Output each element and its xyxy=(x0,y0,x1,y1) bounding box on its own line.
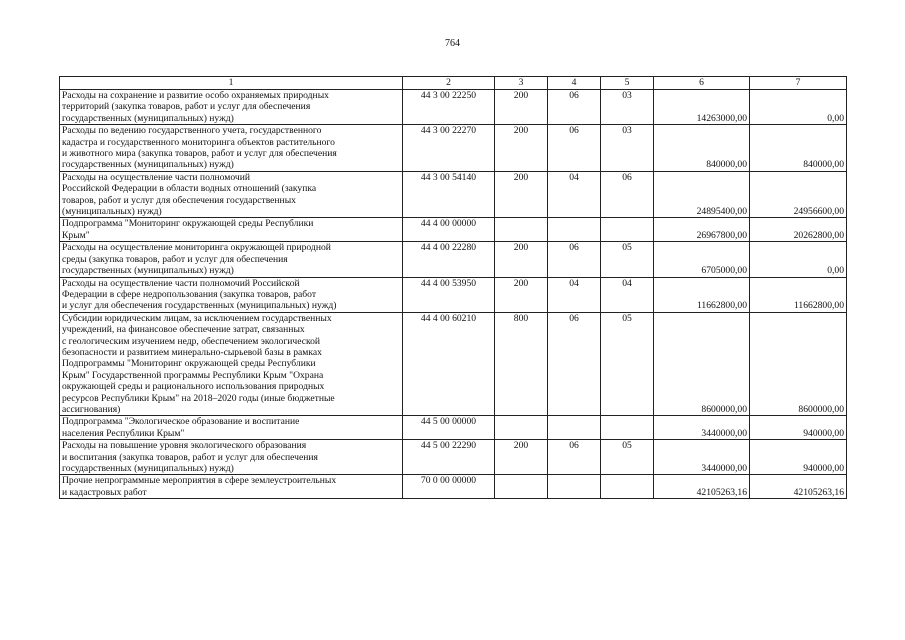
amount-column-7: 11662800,00 xyxy=(750,277,847,312)
section-code: 04 xyxy=(548,277,601,312)
section-code: 06 xyxy=(548,125,601,172)
table-row xyxy=(60,90,847,125)
column-header: 2 xyxy=(403,77,495,90)
amount-column-7: 940000,00 xyxy=(750,440,847,475)
expense-type-code: 200 xyxy=(495,440,548,475)
target-article-code: 44 4 00 53950 xyxy=(403,277,495,312)
subsection-code xyxy=(601,416,654,440)
subsection-code: 05 xyxy=(601,242,654,277)
target-article-code: 44 4 00 60210 xyxy=(403,312,495,416)
subsection-code: 03 xyxy=(601,125,654,172)
amount-column-6: 3440000,00 xyxy=(654,440,750,475)
subsection-code: 06 xyxy=(601,171,654,218)
table-row xyxy=(60,125,847,172)
target-article-code: 44 5 00 22290 xyxy=(403,440,495,475)
column-number-row xyxy=(60,77,847,90)
column-header: 1 xyxy=(60,77,403,90)
amount-column-7: 840000,00 xyxy=(750,125,847,172)
row-description: Прочие непрограммные мероприятия в сфере землеустроительных и кадастровых работ xyxy=(60,475,403,499)
subsection-code xyxy=(601,218,654,242)
expense-type-code xyxy=(495,475,548,499)
section-code: 06 xyxy=(548,312,601,416)
target-article-code: 44 4 00 22280 xyxy=(403,242,495,277)
subsection-code xyxy=(601,475,654,499)
target-article-code: 44 3 00 22250 xyxy=(403,90,495,125)
row-description: Подпрограмма "Экологическое образование и воспитание населения Республики Крым" xyxy=(60,416,403,440)
expense-type-code: 200 xyxy=(495,171,548,218)
target-article-code: 44 3 00 54140 xyxy=(403,171,495,218)
row-description: Субсидии юридическим лицам, за исключением государственных учреждений, на финансовое обеспечение затрат, связанных с геологическим изучением недр, обеспечением экологической безопасности и развитием минерально-сырьевой базы в рамках Подпрограммы "Мониторинг окружающей среды Республики Крым" Государственной программы Республики Крым "Охрана окружающей среды и рационального использования природных ресурсов Республики Крым" на 2018–2020 годы (иные бюджетные ассигнования) xyxy=(60,312,403,416)
column-header: 6 xyxy=(654,77,750,90)
table-row xyxy=(60,218,847,242)
row-description: Расходы по ведению государственного учета, государственного кадастра и государственного мониторинга объектов растительного и животного мира (закупка товаров, работ и услуг для обеспечения государственных (муниципальных) нужд) xyxy=(60,125,403,172)
amount-column-7: 8600000,00 xyxy=(750,312,847,416)
amount-column-7: 0,00 xyxy=(750,242,847,277)
amount-column-6: 8600000,00 xyxy=(654,312,750,416)
row-description: Расходы на осуществление части полномочий Российской Федерации в области водных отношений (закупка товаров, работ и услуг для обеспечения государственных (муниципальных) нужд) xyxy=(60,171,403,218)
amount-column-7: 940000,00 xyxy=(750,416,847,440)
row-description: Расходы на осуществление части полномочий Российской Федерации в сфере недропользования (закупка товаров, работ и услуг для обеспечения государственных (муниципальных) нужд) xyxy=(60,277,403,312)
expense-type-code: 200 xyxy=(495,125,548,172)
subsection-code: 03 xyxy=(601,90,654,125)
target-article-code: 44 3 00 22270 xyxy=(403,125,495,172)
expense-type-code: 200 xyxy=(495,277,548,312)
subsection-code: 05 xyxy=(601,312,654,416)
section-code: 06 xyxy=(548,440,601,475)
section-code: 06 xyxy=(548,90,601,125)
target-article-code: 44 5 00 00000 xyxy=(403,416,495,440)
expense-type-code xyxy=(495,416,548,440)
subsection-code: 04 xyxy=(601,277,654,312)
table-row xyxy=(60,440,847,475)
section-code: 04 xyxy=(548,171,601,218)
budget-table xyxy=(59,76,847,499)
page-number: 764 xyxy=(445,38,460,49)
amount-column-6: 11662800,00 xyxy=(654,277,750,312)
row-description: Расходы на повышение уровня экологического образования и воспитания (закупка товаров, работ и услуг для обеспечения государственных (муниципальных) нужд) xyxy=(60,440,403,475)
section-code: 06 xyxy=(548,242,601,277)
section-code xyxy=(548,475,601,499)
row-description: Подпрограмма "Мониторинг окружающей среды Республики Крым" xyxy=(60,218,403,242)
column-header: 3 xyxy=(495,77,548,90)
table-row xyxy=(60,312,847,416)
row-description: Расходы на осуществление мониторинга окружающей природной среды (закупка товаров, работ и услуг для обеспечения государственных (муниципальных) нужд) xyxy=(60,242,403,277)
amount-column-6: 42105263,16 xyxy=(654,475,750,499)
expense-type-code: 800 xyxy=(495,312,548,416)
amount-column-7: 24956600,00 xyxy=(750,171,847,218)
subsection-code: 05 xyxy=(601,440,654,475)
amount-column-7: 42105263,16 xyxy=(750,475,847,499)
column-header: 4 xyxy=(548,77,601,90)
expense-type-code: 200 xyxy=(495,90,548,125)
section-code xyxy=(548,218,601,242)
amount-column-6: 3440000,00 xyxy=(654,416,750,440)
table-row xyxy=(60,416,847,440)
amount-column-6: 14263000,00 xyxy=(654,90,750,125)
amount-column-6: 24895400,00 xyxy=(654,171,750,218)
amount-column-6: 6705000,00 xyxy=(654,242,750,277)
amount-column-6: 840000,00 xyxy=(654,125,750,172)
table-row xyxy=(60,242,847,277)
section-code xyxy=(548,416,601,440)
target-article-code: 44 4 00 00000 xyxy=(403,218,495,242)
column-header: 7 xyxy=(750,77,847,90)
target-article-code: 70 0 00 00000 xyxy=(403,475,495,499)
column-header: 5 xyxy=(601,77,654,90)
amount-column-7: 0,00 xyxy=(750,90,847,125)
table-row xyxy=(60,475,847,499)
table-row xyxy=(60,277,847,312)
amount-column-6: 26967800,00 xyxy=(654,218,750,242)
expense-type-code xyxy=(495,218,548,242)
table-row xyxy=(60,171,847,218)
row-description: Расходы на сохранение и развитие особо охраняемых природных территорий (закупка товаров, работ и услуг для обеспечения государственных (муниципальных) нужд) xyxy=(60,90,403,125)
expense-type-code: 200 xyxy=(495,242,548,277)
amount-column-7: 20262800,00 xyxy=(750,218,847,242)
